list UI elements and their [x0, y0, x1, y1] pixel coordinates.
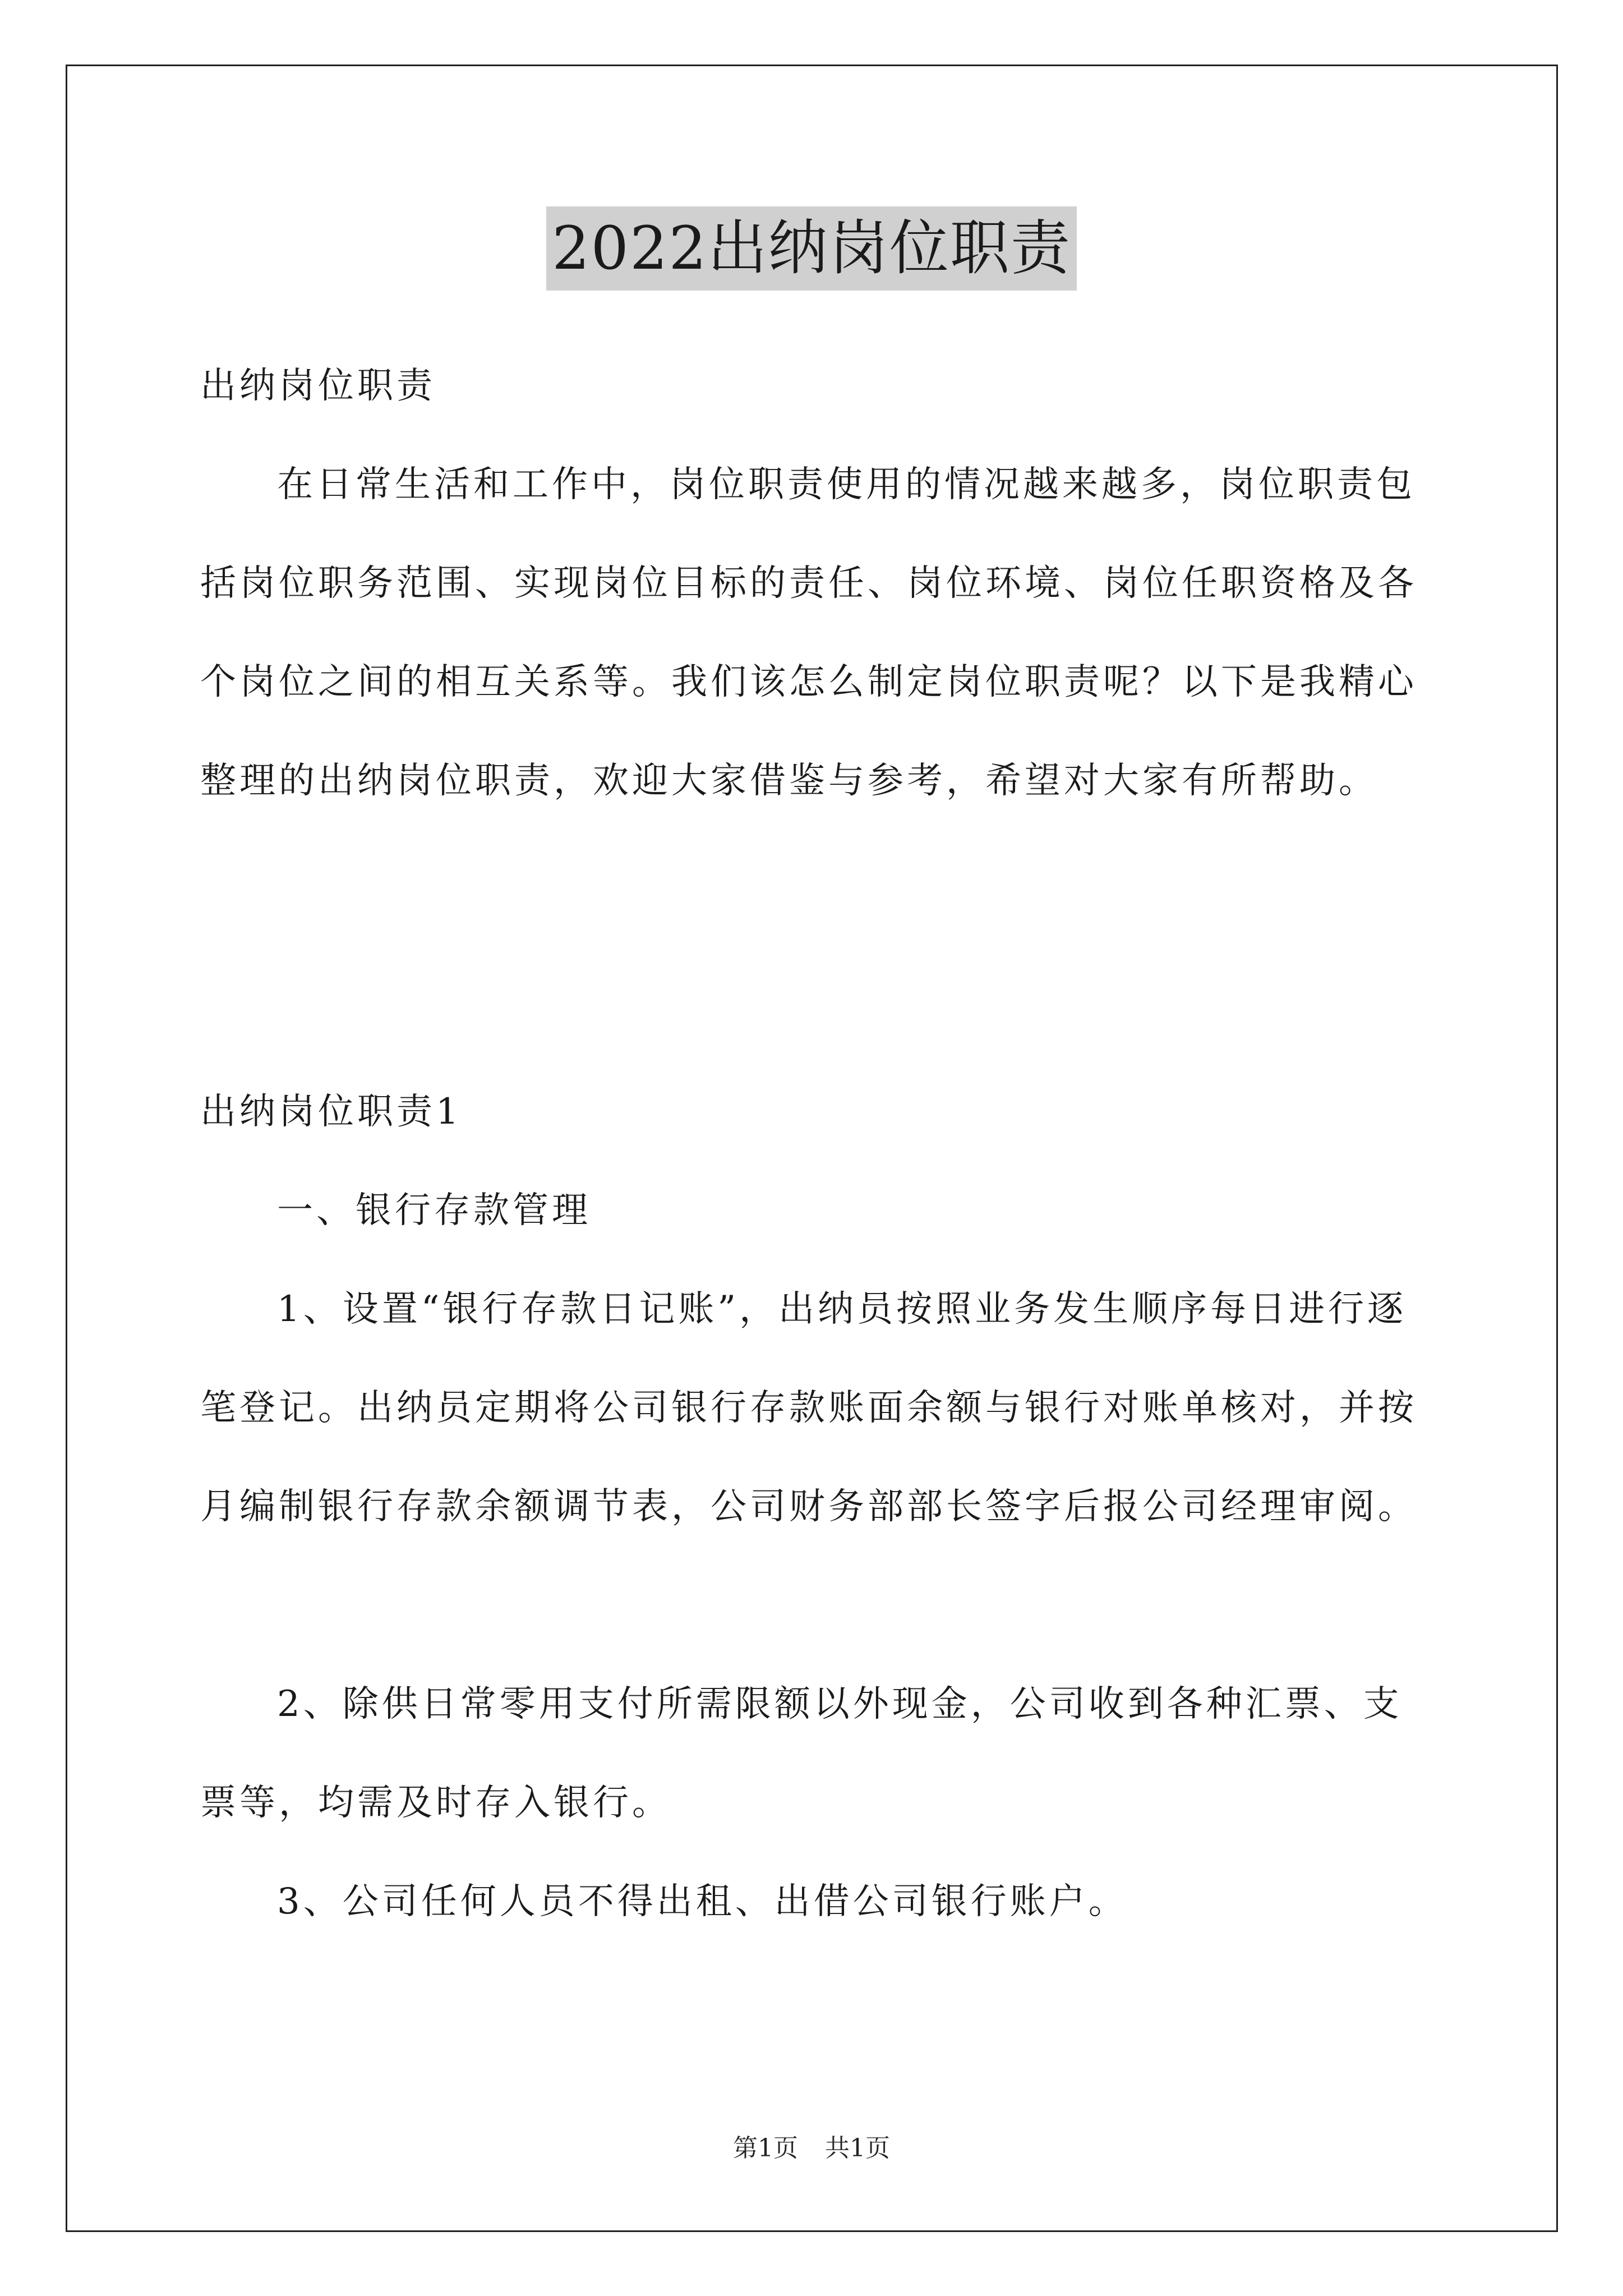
page-number: 第1页 — [733, 2134, 798, 2162]
document-title: 2022出纳岗位职责 — [546, 206, 1077, 291]
page-total: 共1页 — [825, 2134, 890, 2162]
title-container — [0, 206, 1623, 291]
intro-heading: 出纳岗位职责 — [200, 365, 436, 407]
list-item: 1、设置“银行存款日记账”，出纳员按照业务发生顺序每日进行逐笔登记。出纳员定期将公司银行存款账面余额与银行对账单核对，并按月编制银行存款余额调节表，公司财务部部长签字后报公司经理审阅。 — [200, 1289, 1417, 1527]
intro-paragraph: 在日常生活和工作中，岗位职责使用的情况越来越多，岗位职责包括岗位职务范围、实现岗位目标的责任、岗位环境、岗位任职资格及各个岗位之间的相互关系等。我们该怎么制定岗位职责呢？以下是我精心整理的出纳岗位职责，欢迎大家借鉴与参考，希望对大家有所帮助。 — [200, 464, 1417, 802]
list-item: 2、除供日常零用支付所需限额以外现金，公司收到各种汇票、支票等，均需及时存入银行。 — [200, 1683, 1403, 1824]
subsection-heading: 一、银行存款管理 — [277, 1190, 591, 1231]
section-heading: 出纳岗位职责1 — [200, 1091, 462, 1133]
page-footer — [0, 2132, 1623, 2165]
list-item: 3、公司任何人员不得出租、出借公司银行账户。 — [277, 1881, 1128, 1922]
